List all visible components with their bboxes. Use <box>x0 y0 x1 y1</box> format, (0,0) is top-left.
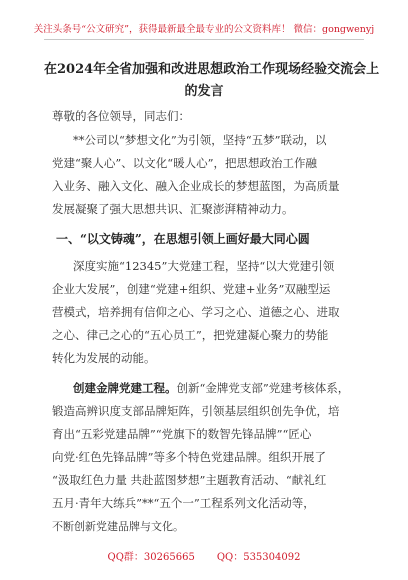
intro-line-3: 入业务、融入文化、融入企业成长的梦想蓝图，为高质量 <box>52 179 340 193</box>
para1-line-3: 营模式，培养拥有信仰之心、学习之心、道德之心、进取 <box>52 305 340 319</box>
para1-line-4: 之心、律己之心的“五心员工”，把党建凝心聚力的势能 <box>52 328 329 342</box>
banner-divider <box>44 39 364 40</box>
para2-line-6: 五月·青年大练兵”**“五个一”工程系列文化活动等， <box>52 496 315 510</box>
intro-line-1: **公司以“梦想文化”为引领，坚持“五梦”联动，以 <box>73 133 327 147</box>
qq-number: QQ：535304092 <box>216 552 301 563</box>
section-heading-1: 一、“以文铸魂”，在思想引领上画好最大同心圆 <box>56 232 310 246</box>
intro-line-4: 发展凝聚了强大思想共识、汇聚澎湃精神动力。 <box>52 202 294 216</box>
para2-line-2: 锻造高辨识度支部品牌矩阵，引领基层组织创先争优，培 <box>52 404 340 418</box>
promo-banner: 关注头条号“公文研究”，获得最新最全最专业的公文资料库！ 微信：gongwenyj <box>33 24 375 35</box>
para2-line-3: 育出“五彩党建品牌”“党旗下的数智先锋品牌”“匠心 <box>52 427 312 441</box>
para2-line-5: “汲取红色力量 共赴蓝图梦想”主题教育活动、“献礼红 <box>52 473 327 487</box>
para2-line-7: 不断创新党建品牌与文化。 <box>52 520 184 533</box>
qq-group-number: QQ群：30265665 <box>107 552 195 563</box>
contact-footer <box>0 548 408 563</box>
para2-lead: 创建金牌党建工程。 <box>73 381 177 395</box>
para1-line-5: 转化为发展的动能。 <box>52 351 156 365</box>
para2-line-4: 向党·红色先锋品牌”等多个特色党建品牌。组织开展了 <box>52 450 327 464</box>
intro-line-2: 党建“聚人心”、以文化“暖人心”，把思想政治工作融 <box>52 156 318 170</box>
para1-line-1: 深度实施“12345”大党建工程，坚持“以大党建引领 <box>73 259 335 273</box>
doc-title-line-2: 的发言 <box>184 84 224 99</box>
para2-first-rest: 创新“金牌党支部”党建考核体系， <box>176 381 350 395</box>
doc-title-line-1: 在2024年全省加强和改进思想政治工作现场经验交流会上 <box>44 62 380 77</box>
salutation: 尊敬的各位领导，同志们： <box>52 109 190 123</box>
para2-line-1 <box>73 380 373 396</box>
para1-line-2: 企业大发展”，创建“党建+组织、党建+业务”双融型运 <box>52 282 331 296</box>
